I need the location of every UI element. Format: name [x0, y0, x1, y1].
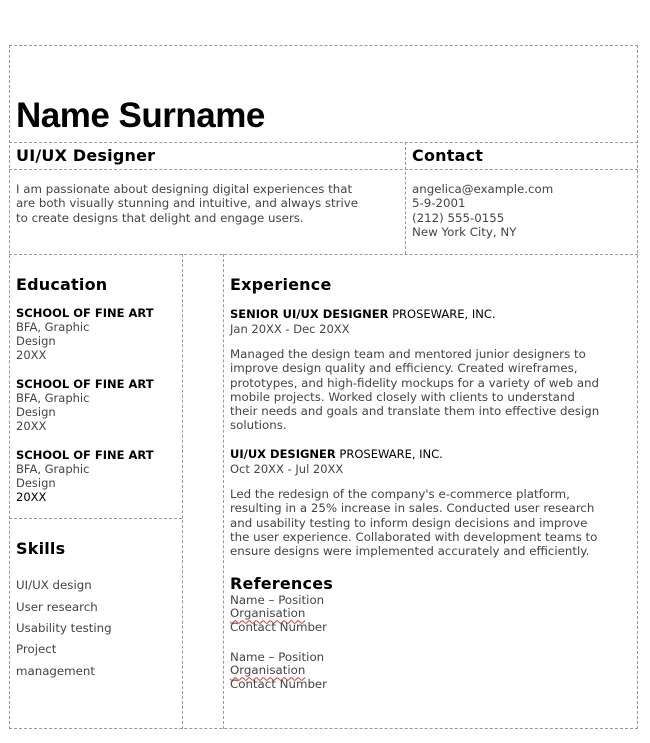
reference-org-text: Organisation — [230, 606, 306, 621]
skills-heading: Skills — [16, 539, 66, 558]
education-degree: BFA, Graphic — [16, 320, 90, 334]
education-item — [16, 448, 181, 505]
job-description-line: solutions. — [230, 418, 287, 433]
experience-heading: Experience — [230, 275, 332, 294]
job-description-line: improve design quality and efficiency. Created wireframes, — [230, 361, 578, 376]
contact-details — [412, 182, 632, 239]
job-description-line: and usability testing to inform design decisions and improve — [230, 515, 588, 530]
summary-line: to create designs that delight and engage users. — [16, 210, 304, 225]
contact-dob: 5-9-2001 — [412, 196, 466, 211]
job-description-line: prototypes, and high-fidelity mockups for a variety of web and — [230, 375, 600, 390]
body-divider — [9, 254, 638, 255]
header-divider — [9, 142, 638, 143]
education-year: 20XX — [16, 490, 47, 505]
reference-contact: Contact Number — [230, 676, 328, 691]
skill-item: Project — [16, 642, 57, 656]
reference-item — [230, 650, 530, 691]
reference-org — [230, 663, 530, 677]
job-entry — [230, 307, 635, 433]
skill-item: User research — [16, 600, 98, 614]
education-year: 20XX — [16, 419, 47, 434]
references-heading: References — [230, 574, 333, 593]
job-dates: Oct 20XX - Jul 20XX — [230, 462, 344, 476]
page-title: Name Surname — [16, 96, 265, 135]
job-title: UI/UX DESIGNER — [230, 447, 336, 461]
education-item — [16, 306, 181, 363]
summary-text — [16, 182, 401, 225]
job-description — [230, 487, 635, 558]
job-description-line: ensure designs were implemented accurately and efficiently. — [230, 544, 590, 559]
left-column-divider — [182, 254, 183, 729]
job-description-line: mobile projects. Worked closely with clients to understand — [230, 389, 575, 404]
skill-item: UI/UX design — [16, 578, 92, 592]
job-description-line: resulting in a 25% increase in sales. Conducted user research — [230, 501, 595, 516]
education-degree: BFA, Graphic — [16, 462, 90, 476]
contact-heading: Contact — [412, 146, 484, 165]
education-year: 20XX — [16, 348, 47, 363]
education-degree: BFA, Graphic — [16, 391, 90, 405]
education-school: SCHOOL OF FINE ART — [16, 448, 154, 462]
job-title: SENIOR UI/UX DESIGNER — [230, 307, 389, 321]
job-title-line — [230, 447, 635, 461]
job-company: PROSEWARE, INC. — [335, 447, 443, 461]
education-degree: Design — [16, 405, 56, 420]
education-skills-divider — [9, 518, 182, 519]
job-description-line: Managed the design team and mentored junior designers to — [230, 347, 586, 361]
contact-location: New York City, NY — [412, 224, 517, 239]
reference-org — [230, 606, 530, 620]
job-description-line: their needs and goals and translate them into effective design — [230, 404, 600, 419]
education-degree: Design — [16, 476, 56, 491]
skill-item: management — [16, 664, 96, 678]
education-heading: Education — [16, 275, 108, 294]
job-dates: Jan 20XX - Dec 20XX — [230, 322, 350, 336]
skill-item: Usability testing — [16, 621, 112, 635]
job-title-line — [230, 307, 635, 321]
gutter-divider — [223, 254, 224, 729]
education-degree: Design — [16, 334, 56, 349]
summary-line: I am passionate about designing digital experiences that — [16, 182, 353, 196]
reference-name: Name – Position — [230, 650, 325, 664]
job-entry — [230, 447, 635, 558]
reference-org-text: Organisation — [230, 663, 306, 678]
education-school: SCHOOL OF FINE ART — [16, 306, 154, 320]
education-item — [16, 377, 181, 434]
contact-phone: (212) 555-0155 — [412, 210, 505, 225]
reference-name: Name – Position — [230, 593, 325, 607]
job-description-line: Led the redesign of the company's e-commerce platform, — [230, 487, 570, 501]
education-school: SCHOOL OF FINE ART — [16, 377, 154, 391]
reference-item — [230, 593, 530, 634]
reference-contact: Contact Number — [230, 619, 328, 634]
job-description-line: the user experience. Collaborated with development teams to — [230, 529, 598, 544]
job-company: PROSEWARE, INC. — [388, 307, 496, 321]
role-heading: UI/UX Designer — [16, 146, 156, 165]
contact-divider — [405, 142, 406, 254]
summary-line: are both visually stunning and intuitive, and always strive — [16, 196, 359, 211]
contact-email: angelica@example.com — [412, 182, 554, 196]
subheader-divider — [9, 169, 638, 170]
job-description — [230, 347, 635, 433]
